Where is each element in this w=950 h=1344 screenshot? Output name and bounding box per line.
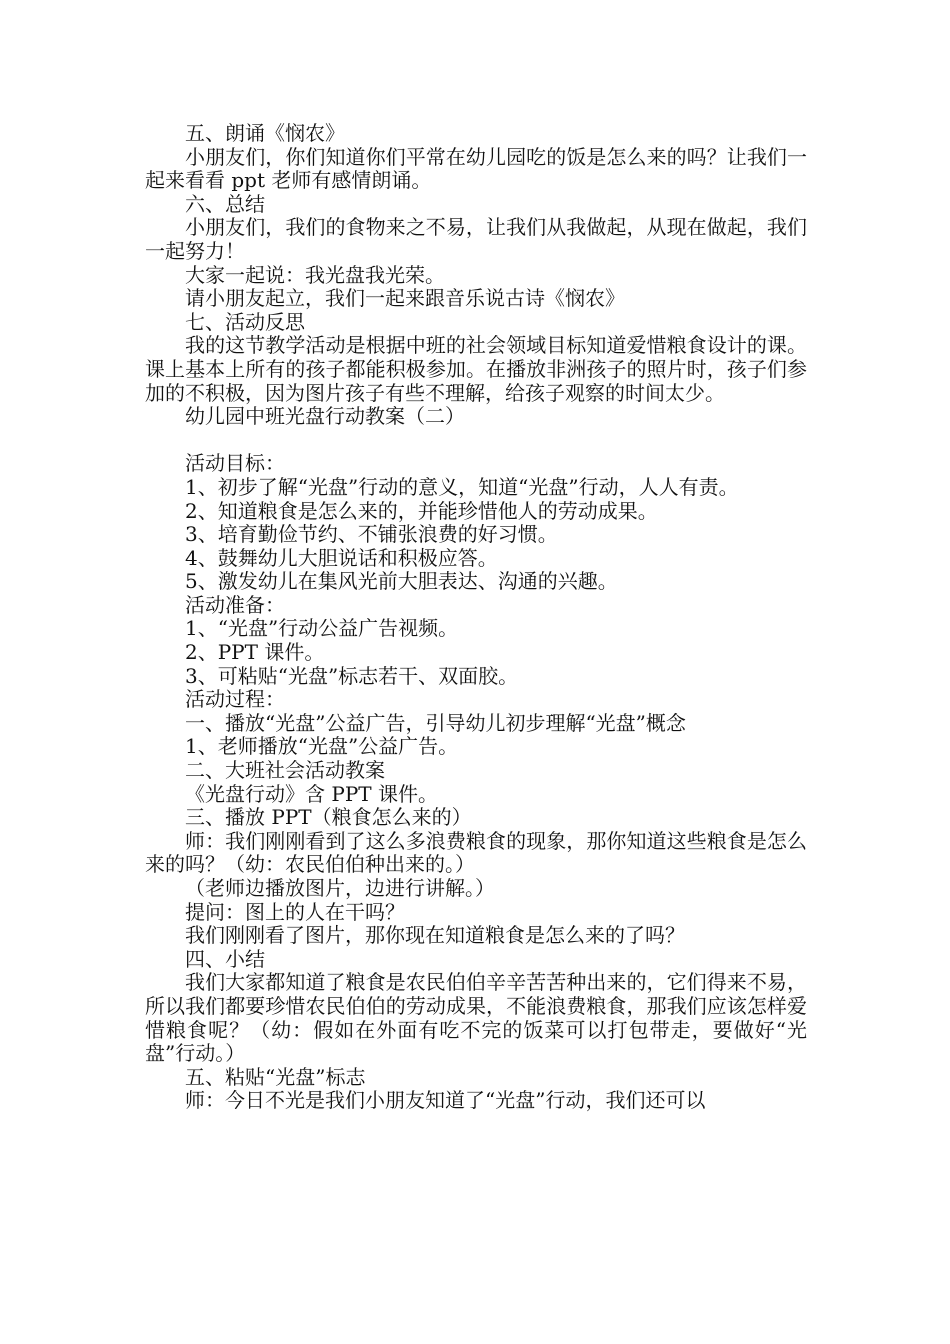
paragraph: 三、播放 PPT（粮食怎么来的） (185, 805, 472, 830)
list-item: 5、激发幼儿在集风光前大胆表达、沟通的兴趣。 (185, 569, 618, 594)
paragraph: （老师边播放图片，边进行讲解。） (185, 876, 495, 900)
document-subtitle: 幼儿园中班光盘行动教案（二） (185, 404, 465, 429)
paragraph: 小朋友们，你们知道你们平常在幼儿园吃的饭是怎么来的吗？让我们一起来看看 ppt 老师有感情朗诵。 (145, 144, 807, 193)
paragraph: 大家一起说：我光盘我光荣。 (185, 262, 445, 287)
paragraph: 1、老师播放“光盘”公益广告。 (185, 734, 459, 759)
section-heading-preparation: 活动准备： (185, 592, 285, 617)
paragraph: 师：今日不光是我们小朋友知道了“光盘”行动，我们还可以 (185, 1088, 706, 1113)
list-item: 3、培育勤俭节约、不铺张浪费的好习惯。 (185, 522, 558, 547)
section-heading-goals: 活动目标： (185, 451, 285, 476)
document-body (145, 122, 807, 1113)
paragraph: 师：我们刚刚看到了这么多浪费粮食的现象，那你知道这些粮食是怎么来的吗？（幼：农民伯伯种出来的。） (145, 828, 807, 877)
paragraph: 我们刚刚看了图片，那你现在知道粮食是怎么来的了吗？ (185, 923, 685, 948)
paragraph: 一、播放“光盘”公益广告，引导幼儿初步理解“光盘”概念 (185, 710, 686, 735)
blank-line (145, 429, 807, 453)
paragraph: 提问：图上的人在干吗？ (185, 899, 405, 924)
list-item: 1、“光盘”行动公益广告视频。 (185, 616, 459, 641)
list-item: 1、初步了解“光盘”行动的意义，知道“光盘”行动，人人有责。 (185, 474, 739, 499)
paragraph: 二、大班社会活动教案 (185, 758, 385, 783)
list-item: 2、知道粮食是怎么来的，并能珍惜他人的劳动成果。 (185, 498, 658, 523)
section-heading-sticker: 五、粘贴“光盘”标志 (185, 1064, 366, 1089)
section-heading-reflection: 七、活动反思 (185, 309, 305, 334)
paragraph: 《光盘行动》含 PPT 课件。 (185, 781, 438, 806)
paragraph: 我的这节教学活动是根据中班的社会领域目标知道爱惜粮食设计的课。课上基本上所有的孩子都能积极参加。在播放非洲孩子的照片时，孩子们参加的不积极，因为图片孩子有些不理解，给孩子观察的时间太少。 (145, 333, 807, 405)
section-heading-recite: 五、朗诵《悯农》 (185, 121, 345, 145)
section-heading-process: 活动过程： (185, 687, 285, 712)
section-heading-conclusion: 四、小结 (185, 946, 265, 971)
paragraph: 小朋友们，我们的食物来之不易，让我们从我做起，从现在做起，我们一起努力！ (145, 215, 807, 263)
list-item: 2、PPT 课件。 (185, 640, 325, 665)
paragraph: 请小朋友起立，我们一起来跟音乐说古诗《悯农》 (185, 286, 625, 311)
paragraph: 我们大家都知道了粮食是农民伯伯辛辛苦苦种出来的，它们得来不易，所以我们都要珍惜农民伯伯的劳动成果，不能浪费粮食，那我们应该怎样爱惜粮食呢？（幼：假如在外面有吃不完的饭菜可以打包带走，要做好“光盘”行动。） (145, 970, 807, 1066)
list-item: 4、鼓舞幼儿大胆说话和积极应答。 (185, 545, 498, 570)
list-item: 3、可粘贴“光盘”标志若干、双面胶。 (185, 663, 519, 688)
section-heading-summary: 六、总结 (185, 191, 265, 216)
